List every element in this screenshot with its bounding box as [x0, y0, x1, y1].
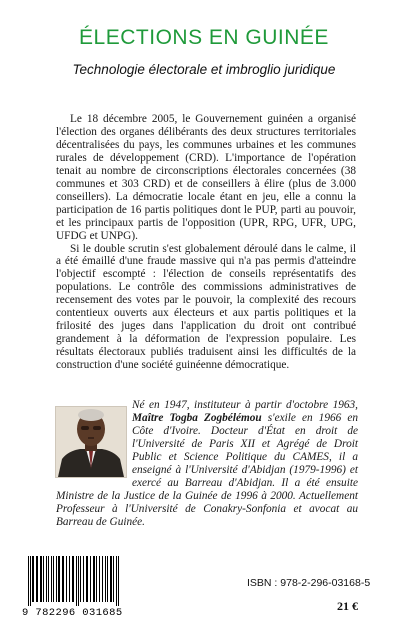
- barcode-bar: [32, 556, 34, 602]
- barcode: [22, 556, 172, 620]
- barcode-bar: [110, 556, 112, 602]
- author-name: Maître Togba Zogbélémou: [132, 411, 262, 424]
- summary-paragraph-2: Si le double scrutin s'est globalement déroulé dans le calme, il a été émaillé d'une fraude massive qui n'a pas permis d'atteindre l'objectif escompté : l'élection de conseils représentatifs des populations. Le contrôle des commissions administratives de recensement des votes par le pouvoir, la complexité des recours contentieux ouverts aux électeurs et aux partis politiques et la frilosité des juges dans l'application du droit ont contribué grandement à la déformation de l'expression populaire. Les résultats électoraux publiés traduisent ainsi les difficultés de la construction d'une société guinéenne démocratique.: [56, 242, 356, 372]
- barcode-bar: [107, 556, 108, 602]
- barcode-bar: [30, 556, 31, 606]
- barcode-bar: [43, 556, 44, 602]
- barcode-bar: [66, 556, 67, 602]
- author-bio-rest: s'exile en 1966 en Côte d'Ivoire. Docteur d'État en droit de l'Université de Paris XII et Agrégé de Droit Public et Science Politique du CAMES, il a enseigné à l'Université d'Abidjan (1979-1996) et exercé au Barreau d'Abidjan. Il a été ensuite Ministre de la Justice de la Guinée de 1996 à 2000. Actuellement Professeur à l'Université de Conakry-Sonfonia et avocat au Barreau de Guinée.: [56, 411, 358, 528]
- barcode-bar: [83, 556, 84, 602]
- barcode-bar: [78, 556, 79, 606]
- barcode-bar: [76, 556, 77, 606]
- barcode-bar: [118, 556, 119, 606]
- barcode-bar: [72, 556, 74, 602]
- barcode-bar: [90, 556, 91, 602]
- barcode-bar: [36, 556, 38, 602]
- barcode-bar: [96, 556, 97, 602]
- barcode-bar: [46, 556, 47, 602]
- book-title: ÉLECTIONS EN GUINÉE: [79, 26, 329, 49]
- barcode-bar: [99, 556, 100, 602]
- author-bio-intro: Né en 1947, instituteur à partir d'octobre 1963,: [132, 399, 358, 411]
- barcode-bar: [40, 556, 42, 602]
- barcode-bar: [93, 556, 95, 602]
- barcode-bar: [105, 556, 106, 602]
- summary-paragraph-1: Le 18 décembre 2005, le Gouvernement guinéen a organisé l'élection des organes délibérants des deux structures territoriales décentralisées du pays, les communes urbaines et les communes rurales de développement (CRD). L'importance de l'opération tenait au nombre de circonscriptions électorales concernées (38 communes et 303 CRD) et de conseillers à élire (plus de 3.000 conseillers). La démocratie locale étant en jeu, elle a connu la participation de 16 partis politiques dont le PUP, parti au pouvoir, et les principaux partis de l'opposition (UPR, RPG, UFR, UPG, UFDG et UNPG).: [56, 113, 356, 242]
- barcode-bar: [116, 556, 117, 606]
- book-subtitle: Technologie électorale et imbroglio juridique: [72, 62, 336, 77]
- barcode-bar: [56, 556, 57, 602]
- barcode-bar: [62, 556, 64, 602]
- barcode-bar: [102, 556, 103, 602]
- barcode-bars: [22, 556, 172, 606]
- barcode-bar: [69, 556, 70, 602]
- author-bio: [56, 399, 358, 529]
- photo-spacer: [56, 399, 132, 481]
- barcode-bar: [48, 556, 49, 602]
- barcode-bar: [58, 556, 60, 602]
- barcode-digits: 9 782296 031685: [22, 607, 123, 619]
- isbn-label: ISBN : 978-2-296-03168-5: [247, 577, 371, 589]
- summary-text: [56, 113, 356, 372]
- barcode-bar: [86, 556, 88, 602]
- barcode-bar: [80, 556, 81, 602]
- barcode-bar: [28, 556, 29, 606]
- barcode-bar: [51, 556, 52, 602]
- barcode-bar: [113, 556, 114, 602]
- price-label: 21 €: [337, 599, 358, 613]
- barcode-bar: [53, 556, 54, 602]
